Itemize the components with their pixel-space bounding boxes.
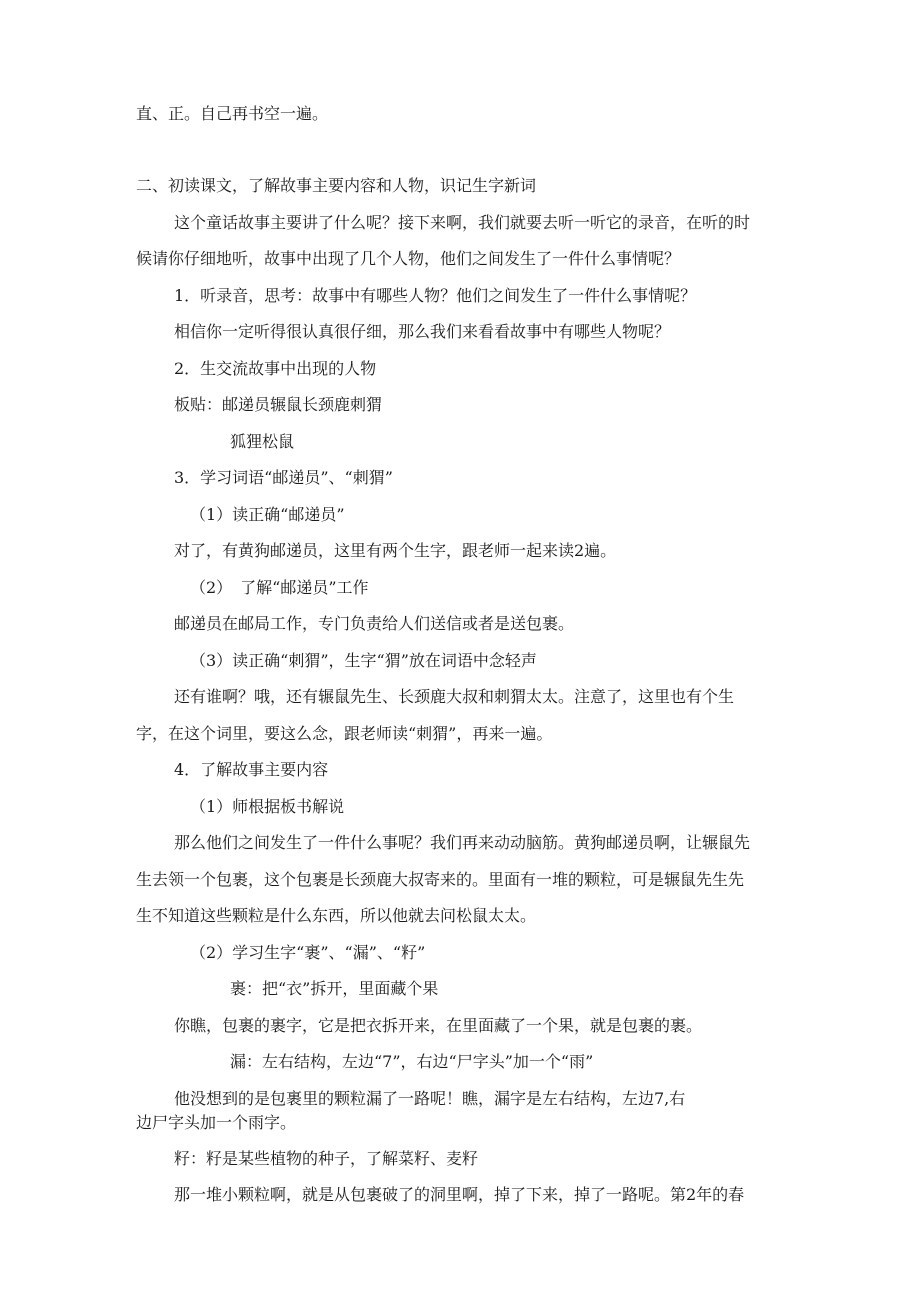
text-line: 那么他们之间发生了一件什么事呢？我们再来动动脑筋。黄狗邮递员啊，让辗鼠先: [174, 833, 751, 852]
text-line: 邮递员在邮局工作，专门负责给人们送信或者是送包裹。: [174, 614, 575, 633]
sub-item: （1）读正确“邮递员”: [190, 505, 345, 524]
section-heading: 二、初读课文，了解故事主要内容和人物，识记生字新词: [136, 176, 537, 195]
text-line: 板贴：邮递员辗鼠长颈鹿刺猬: [174, 395, 383, 414]
text-line: 裹：把“衣”拆开，里面藏个果: [230, 979, 439, 998]
list-item: 4．了解故事主要内容: [174, 760, 329, 779]
list-item: 2．生交流故事中出现的人物: [174, 359, 377, 378]
text-line: 你瞧，包裹的裹字，它是把衣拆开来，在里面藏了一个果，就是包裹的裹。: [174, 1016, 703, 1035]
text-line: 直、正。自己再书空一遍。: [136, 104, 329, 123]
text-line: 边尸字头加一个雨字。: [136, 1113, 297, 1132]
text-line: 生不知道这些颗粒是什么东西，所以他就去问松鼠太太。: [136, 906, 537, 925]
sub-item: （3）读正确“刺猬”，生字“猬”放在词语中念轻声: [190, 651, 537, 670]
text-line: 候请你仔细地听，故事中出现了几个人物，他们之间发生了一件什么事情呢？: [136, 249, 681, 268]
text-line: 字，在这个词里，要这么念，跟老师读“刺猬”，再来一遍。: [136, 724, 553, 743]
list-item: 1．听录音，思考：故事中有哪些人物？他们之间发生了一件什么事情呢？: [174, 286, 697, 305]
text-line: 籽：籽是某些植物的种子，了解菜籽、麦籽: [174, 1149, 479, 1168]
text-line: 生去领一个包裹，这个包裹是长颈鹿大叔寄来的。里面有一堆的颗粒，可是辗鼠先生先: [136, 870, 745, 889]
text-line: 他没想到的是包裹里的颗粒漏了一路呢！瞧，漏字是左右结构，左边7,右: [174, 1089, 686, 1108]
sub-item: （2）学习生字“裹”、“漏”、“籽”: [190, 943, 426, 962]
text-line: 漏：左右结构，左边“7”，右边“尸字头”加一个“雨”: [230, 1052, 594, 1071]
text-line: 狐狸松鼠: [230, 432, 295, 451]
text-line: 对了，有黄狗邮递员，这里有两个生字，跟老师一起来读2遍。: [174, 541, 617, 560]
sub-item: （2） 了解“邮递员”工作: [190, 578, 369, 597]
text-line: 那一堆小颗粒啊，就是从包裹破了的洞里啊，掉了下来，掉了一路呢。第2年的春: [174, 1185, 745, 1204]
list-item: 3．学习词语“邮递员”、“刺猬”: [174, 468, 393, 487]
sub-item: （1）师根据板书解说: [190, 797, 345, 816]
text-line: 这个童话故事主要讲了什么呢？接下来啊，我们就要去听一听它的录音，在听的时: [174, 213, 751, 232]
text-line: 还有谁啊？哦，还有辗鼠先生、长颈鹿大叔和刺猬太太。注意了，这里也有个生: [174, 687, 735, 706]
text-line: 相信你一定听得很认真很仔细，那么我们来看看故事中有哪些人物呢？: [174, 322, 671, 341]
